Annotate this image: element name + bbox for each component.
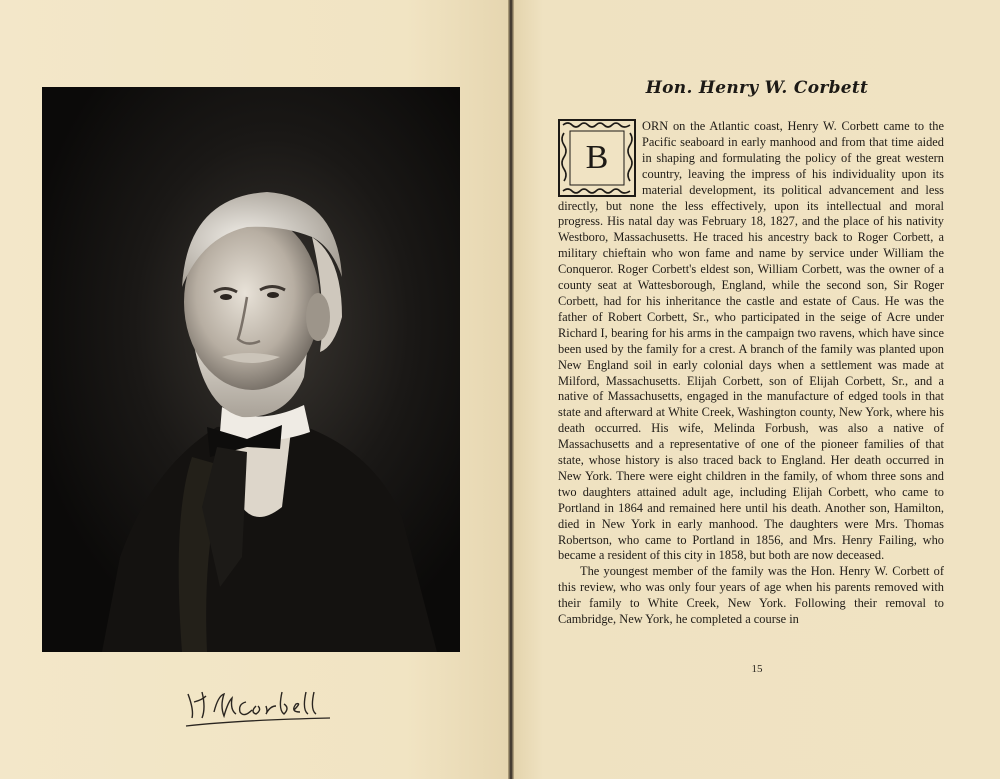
drop-cap-letter: B [585,139,609,177]
paragraph-2: The youngest member of the family was the Hon. Henry W. Corbett of this review, who was only four years of age when his parents removed with their family to White Creek, New York. Following their removal to Cambridge, New York, he completed a course in [558,564,944,627]
biography-text [558,119,944,628]
portrait-photograph [42,87,460,652]
handwritten-signature [180,682,340,730]
page-title: Hon. Henry W. Corbett [645,78,869,98]
paragraph-1: ORN on the Atlantic coast, Henry W. Corbett came to the Pacific seaboard in early manhood and from that time aided in shaping and formulating the policy of the great western country, leaving the impress of his individuality upon its material development, its political advancement and less directly, but none the less effectively, upon its intellectual and moral progress. His natal day was February 18, 1827, and the place of his nativity Westboro, Massachusetts. He traced his ancestry back to Roger Corbett, a military chieftain who won fame and name by service under William the Conqueror. Roger Corbett's eldest son, William Corbett, was the owner of a county seat at Wattesborough, England, while the second son, Sir Roger Corbett, had for his inheritance the castle and estate of Caus. He was the father of Robert Corbett, Sr., who participated in the seige of Acre under Richard I, bearing for his arms in the campaign two ravens, which have since been used by the family for a crest. A branch of the family was planted upon New England soil in early colonial days when a settlement was made at Milford, Massachusetts. Elijah Corbett, son of Elijah Corbett, Sr., and a native of Massachusetts, engaged in the manufacture of edged tools in that state and afterward at White Creek, Washington county, New York, where his death occurred. His wife, Melinda Forbush, was also a native of Massachusetts and a representative of one of the pioneer families of that state, whose history is also traced back to England. Her death occurred in New York. There were eight children in the family, of whom three sons and two daughters attained adult age, including Elijah Corbett, who came to Portland in 1864 and remained here until his death. Another son, Hamilton, died in New York in early manhood. The daughters were Mrs. Thomas Robertson, who came to Portland in 1856, and Mrs. Henry Failing, who became a resident of this city in 1858, but both are now deceased. [558,119,944,563]
ornamental-drop-cap [558,119,636,197]
page-number: 15 [751,663,763,675]
